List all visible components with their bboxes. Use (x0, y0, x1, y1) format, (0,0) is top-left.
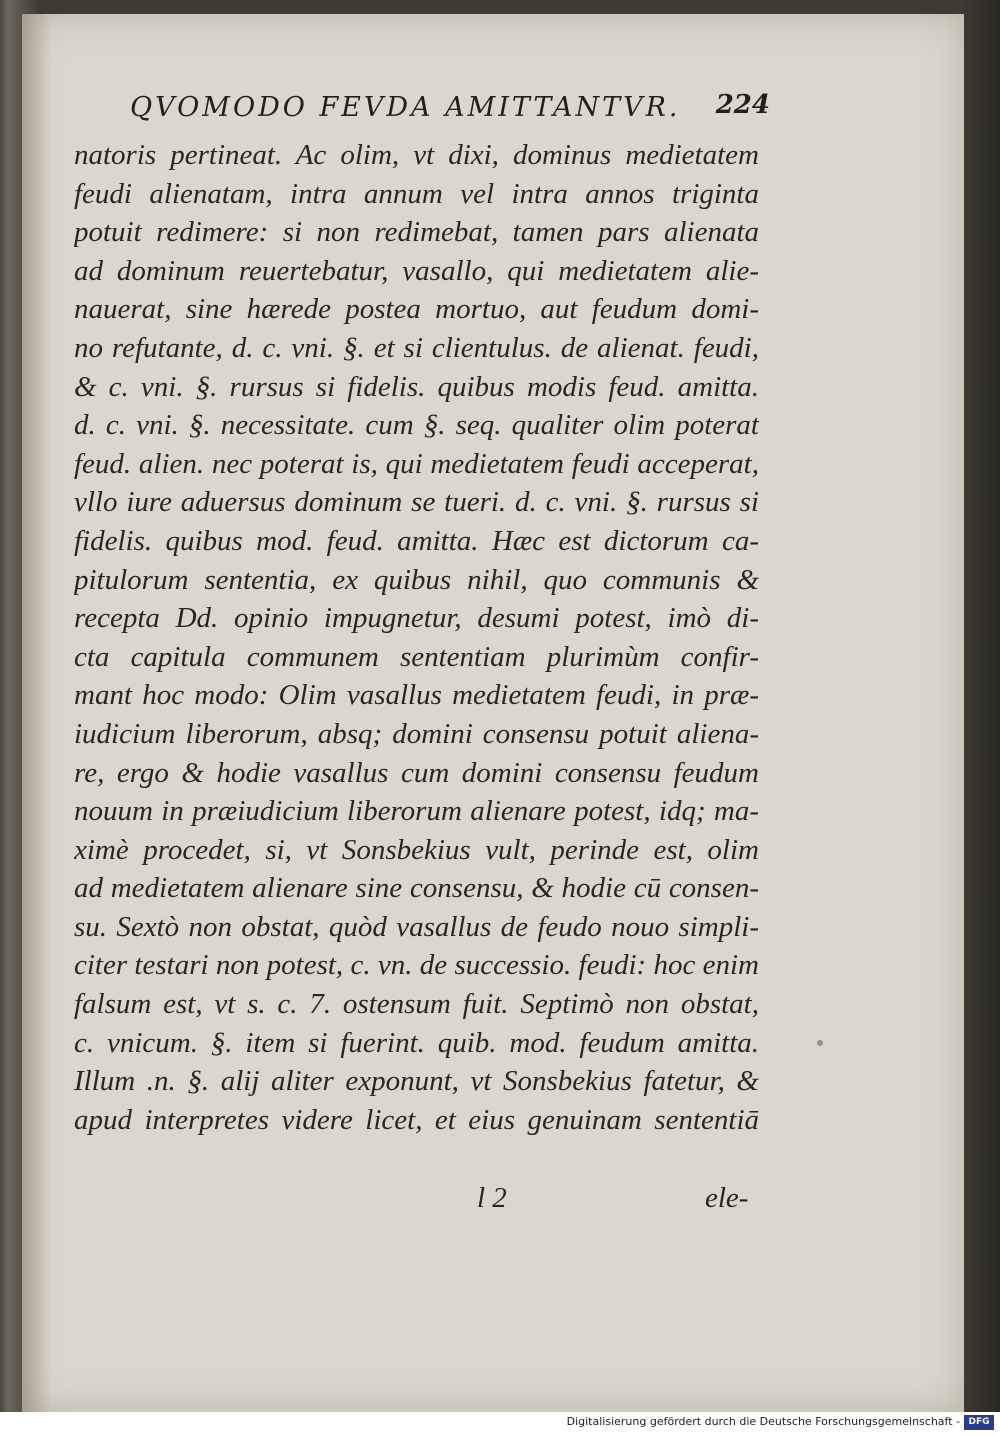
catchword: ele- (705, 1182, 749, 1214)
text-line: d. c. vni. §. necessitate. cum §. seq. qualiter olim poterat (74, 409, 759, 442)
text-line: no refutante, d. c. vni. §. et si clientulus. de alienat. feudi, (74, 331, 759, 364)
paper-speck (817, 1040, 823, 1046)
text-line: Illum .n. §. alij aliter exponunt, vt Sonsbekius fatetur, & (74, 1065, 759, 1098)
text-line: apud interpretes videre licet, et eius genuinam sententiā (74, 1103, 759, 1136)
running-head (130, 92, 770, 128)
text-line: vllo iure aduersus dominum se tueri. d. c. vni. §. rursus si (74, 486, 759, 519)
body-text (74, 136, 759, 1139)
text-line: ximè procedet, si, vt Sonsbekius vult, perinde est, olim (74, 833, 759, 866)
page-foot (22, 1182, 964, 1222)
text-line: citer testari non potest, c. vn. de successio. feudi: hoc enim (74, 949, 759, 982)
text-line: recepta Dd. opinio impugnetur, desumi potest, imò di- (74, 602, 759, 635)
text-line: feud. alien. nec poterat is, qui medietatem feudi acceperat, (74, 447, 759, 480)
funding-credit: Digitalisierung gefördert durch die Deutsche Forschungsgemeinschaft - (566, 1415, 960, 1428)
text-line: mant hoc modo: Olim vasallus medietatem feudi, in præ- (74, 679, 759, 712)
text-line: falsum est, vt s. c. 7. ostensum fuit. Septimò non obstat, (74, 988, 759, 1021)
text-line: ad dominum reuertebatur, vasallo, qui medietatem alie- (74, 254, 759, 287)
text-line: ad medietatem alienare sine consensu, & hodie cū consen- (74, 872, 759, 905)
signature-mark: l 2 (477, 1182, 507, 1214)
text-line: potuit redimere: si non redimebat, tamen pars alienata (74, 216, 759, 249)
text-line: nauerat, sine hærede postea mortuo, aut feudum domi- (74, 293, 759, 326)
text-line: re, ergo & hodie vasallus cum domini consensu feudum (74, 756, 759, 789)
text-line: cta capitula communem sententiam plurimùm confir- (74, 640, 759, 673)
text-line: su. Sextò non obstat, quòd vasallus de feudo nouo simpli- (74, 910, 759, 943)
text-line: pitulorum sententia, ex quibus nihil, quo communis & (74, 563, 759, 596)
text-line: fidelis. quibus mod. feud. amitta. Hæc est dictorum ca- (74, 524, 759, 557)
page-number: 224 (715, 90, 770, 120)
text-line: natoris pertineat. Ac olim, vt dixi, dominus medietatem (74, 139, 759, 171)
text-line: iudicium liberorum, absq; domini consensu potuit aliena- (74, 717, 759, 750)
running-title: QVOMODO FEVDA AMITTANTVR. (130, 92, 681, 123)
text-line: nouum in præiudicium liberorum alienare potest, idq; ma- (74, 795, 759, 828)
digitization-footer (0, 1412, 1000, 1435)
text-line: c. vnicum. §. item si fuerint. quib. mod. feudum amitta. (74, 1026, 759, 1059)
dfg-logo: DFG (964, 1415, 994, 1430)
book-page (22, 14, 964, 1412)
text-line: feudi alienatam, intra annum vel intra annos triginta (74, 177, 759, 210)
text-line: & c. vni. §. rursus si fidelis. quibus modis feud. amitta. (74, 370, 759, 403)
